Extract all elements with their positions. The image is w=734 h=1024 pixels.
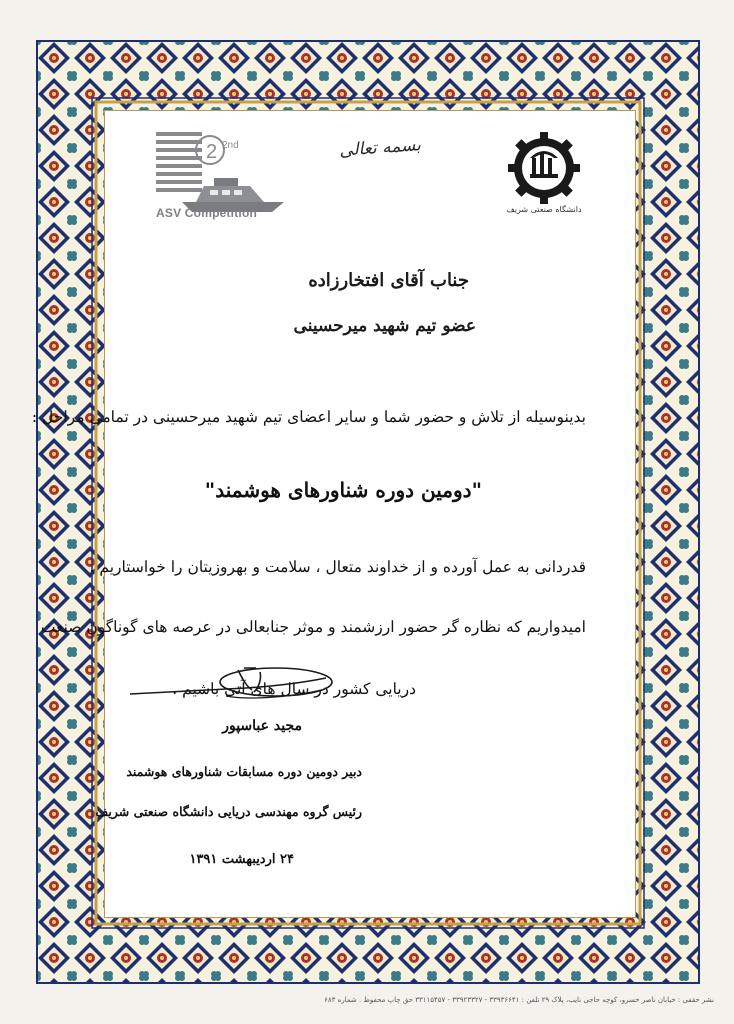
signer-role-2: رئیس گروه مهندسی دریایی دانشگاه صنعتی شریف xyxy=(95,804,362,819)
signer-role-1: دبیر دومین دوره مسابقات شناورهای هوشمند xyxy=(126,764,362,779)
publisher-footer: نشر حقفی : خیابان ناصر خسرو، کوچه حاجی نایب، پلاک ۲۹ تلفن : ۳۳۹۳۶۶۴۱ - ۳۳۹۲۳۳۲۷ - ۳۳۱۱۵۴۵۷ حق چاپ محفوظ . شماره ۶۸۳ xyxy=(324,996,714,1004)
body-line-3: امیدواریم که نظاره گر حضور ارزشمند و موثر جنابعالی در عرصه های گوناگون صنعت xyxy=(40,618,586,636)
recipient-name: جناب آقای افتخارزاده xyxy=(308,270,469,291)
event-title: "دومین دوره شناورهای هوشمند" xyxy=(204,478,482,502)
asv-logo-text: ASV Competition xyxy=(156,206,257,220)
gear-seal-icon xyxy=(506,130,582,206)
svg-text:2: 2 xyxy=(206,141,218,163)
bismillah: بسمه تعالی xyxy=(338,135,422,161)
issue-date: ۲۴ اردیبهشت ۱۳۹۱ xyxy=(189,852,294,867)
university-caption: دانشگاه صنعتی شریف xyxy=(506,205,582,214)
body-line-4: دریایی کشور در سال های آتی باشیم . xyxy=(172,680,416,698)
asv-badge: 2nd xyxy=(222,140,239,151)
certificate-panel xyxy=(104,110,636,918)
handwritten-signature xyxy=(126,660,350,708)
signer-name: مجید عباسپور xyxy=(222,718,302,734)
body-line-1: بدینوسیله از تلاش و حضور شما و سایر اعضای تیم شهید میرحسینی در تمامی مراحل : xyxy=(31,408,586,426)
body-line-2: قدردانی به عمل آورده و از خداوند متعال ، سلامت و بهروزیتان را خواستاریم . xyxy=(89,558,586,576)
recipient-team: عضو تیم شهید میرحسینی xyxy=(293,316,476,336)
